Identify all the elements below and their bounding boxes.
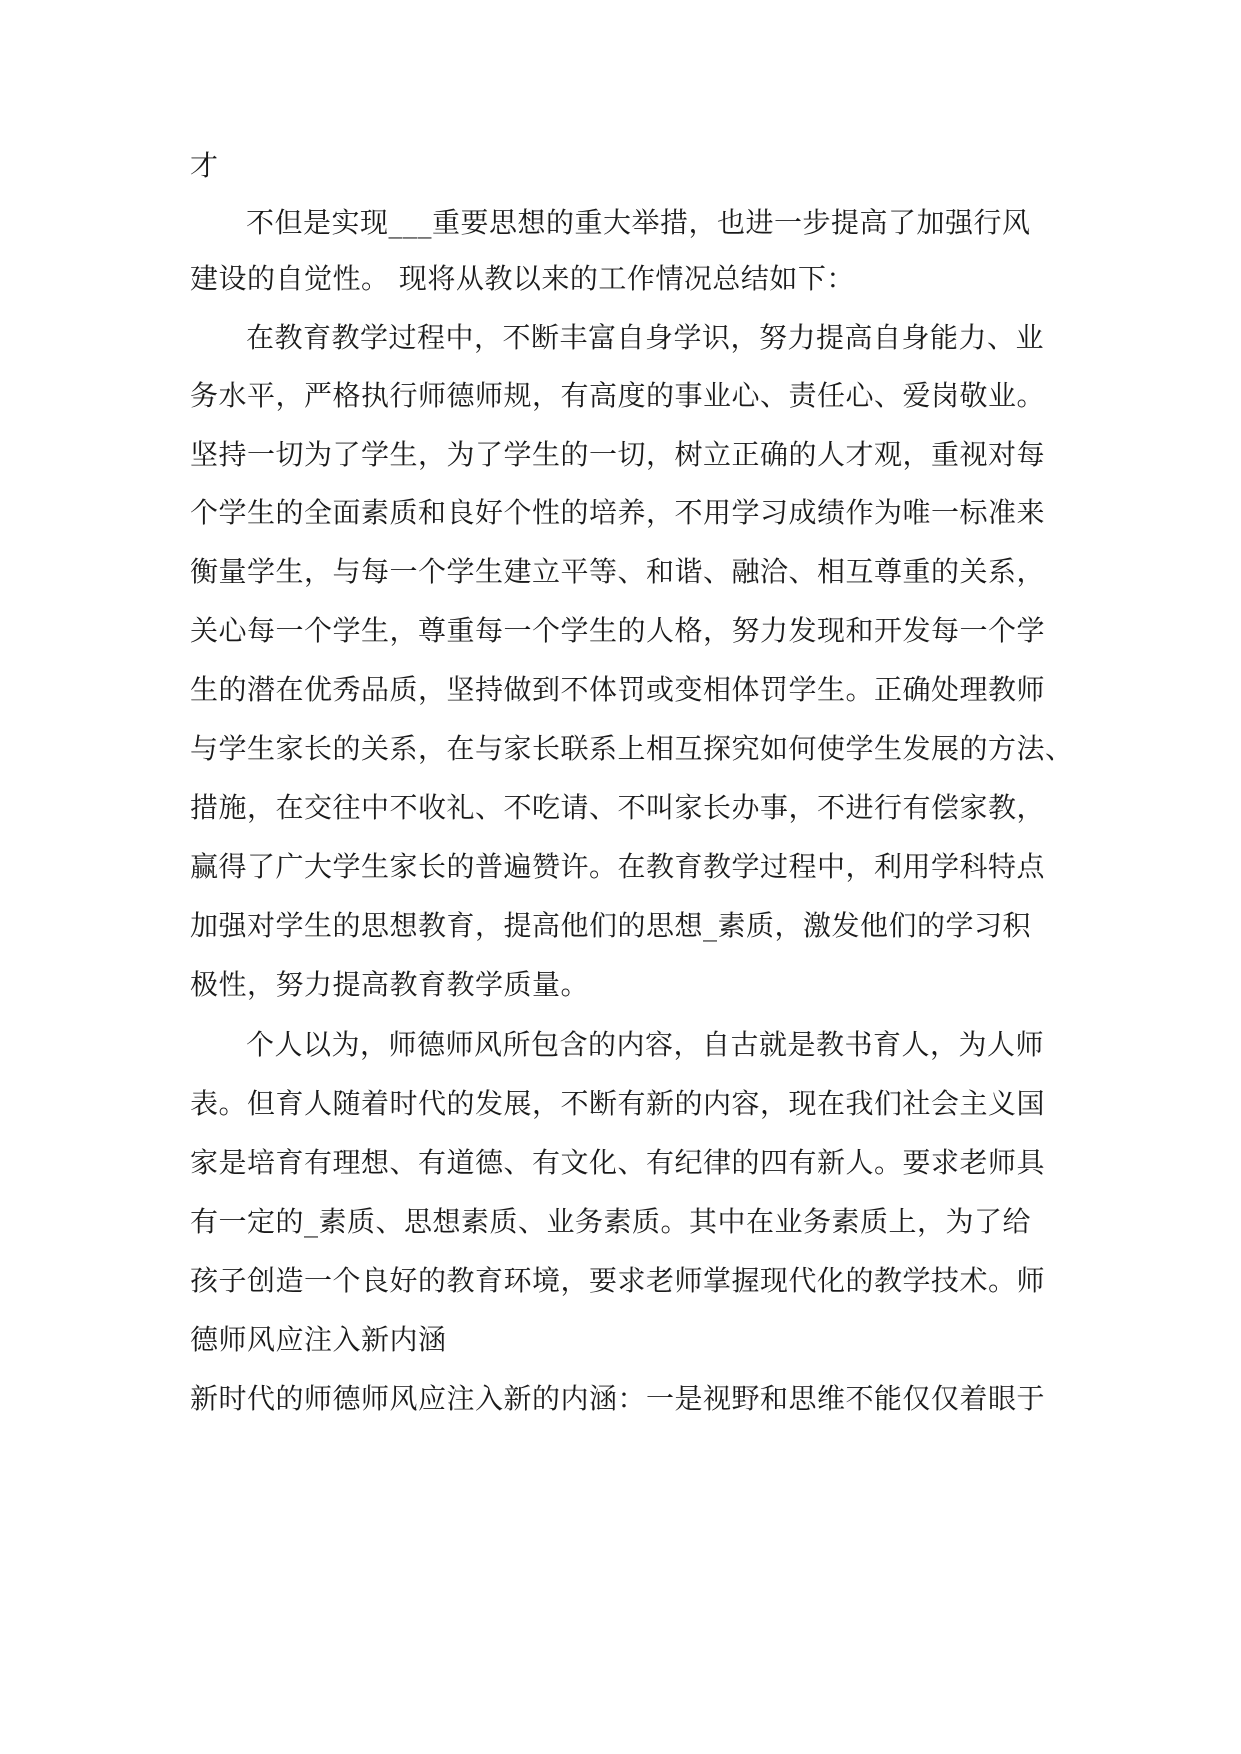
text-line-2: 不但是实现___重要思想的重大举措，也进一步提高了加强行风	[246, 206, 1031, 239]
text-line-15: 极性，努力提高教育教学质量。	[190, 968, 590, 1001]
text-line-18: 家是培育有理想、有道德、有文化、有纪律的四有新人。要求老师具	[190, 1146, 1046, 1179]
text-line-22: 新时代的师德师风应注入新的内涵：一是视野和思维不能仅仅着眼于	[190, 1382, 1046, 1415]
text-line-20: 孩子创造一个良好的教育环境，要求老师掌握现代化的教学技术。师	[190, 1264, 1046, 1297]
text-line-21: 德师风应注入新内涵	[190, 1323, 447, 1356]
text-line-4: 在教育教学过程中，不断丰富自身学识，努力提高自身能力、业	[246, 321, 1045, 354]
text-line-12: 措施，在交往中不收礼、不吃请、不叫家长办事，不进行有偿家教，	[190, 791, 1046, 824]
text-line-3: 建设的自觉性。 现将从教以来的工作情况总结如下：	[190, 262, 855, 295]
text-line-10: 生的潜在优秀品质，坚持做到不体罚或变相体罚学生。正确处理教师	[190, 673, 1046, 706]
text-line-17: 表。但育人随着时代的发展，不断有新的内容，现在我们社会主义国	[190, 1087, 1046, 1120]
text-line-14: 加强对学生的思想教育，提高他们的思想_素质，激发他们的学习积	[190, 909, 1032, 942]
text-line-16: 个人以为，师德师风所包含的内容，自古就是教书育人，为人师	[246, 1028, 1045, 1061]
text-line-5: 务水平，严格执行师德师规，有高度的事业心、责任心、爱岗敬业。	[190, 379, 1046, 412]
text-line-7: 个学生的全面素质和良好个性的培养，不用学习成绩作为唯一标准来	[190, 496, 1046, 529]
text-line-11: 与学生家长的关系，在与家长联系上相互探究如何使学生发展的方法、	[190, 732, 1074, 765]
text-line-6: 坚持一切为了学生，为了学生的一切，树立正确的人才观，重视对每	[190, 438, 1046, 471]
text-line-9: 关心每一个学生，尊重每一个学生的人格，努力发现和开发每一个学	[190, 614, 1046, 647]
text-line-1: 才	[190, 149, 219, 182]
text-line-19: 有一定的_素质、思想素质、业务素质。其中在业务素质上，为了给	[190, 1205, 1032, 1238]
text-line-13: 赢得了广大学生家长的普遍赞许。在教育教学过程中，利用学科特点	[190, 850, 1046, 883]
text-line-8: 衡量学生，与每一个学生建立平等、和谐、融洽、相互尊重的关系，	[190, 555, 1046, 588]
